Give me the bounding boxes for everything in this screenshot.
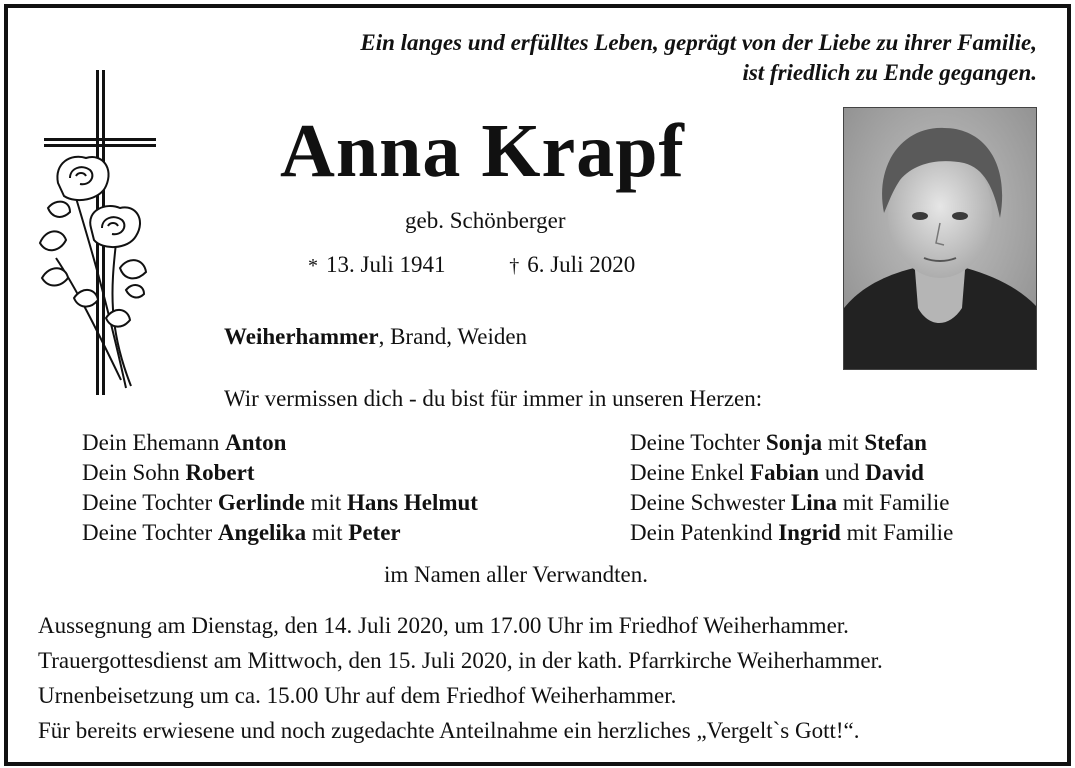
deceased-name: Anna Krapf <box>280 109 685 193</box>
portrait-photo <box>843 107 1037 370</box>
death-date-group <box>509 252 635 277</box>
motto <box>360 28 1037 88</box>
info-line-service: Trauergottesdienst am Mittwoch, den 15. Juli 2020, in der kath. Pfarrkirche Weiherhammer. <box>38 648 883 673</box>
info-line-thanks: Für bereits erwiesene und noch zugedachte Anteilnahme ein herzliches „Vergelt`s Gott!“. <box>38 718 860 743</box>
on-behalf-line: im Namen aller Verwandten. <box>384 562 648 587</box>
mourner-line: Deine Schwester Lina mit Familie <box>630 490 950 515</box>
mourners-right-list <box>630 428 953 548</box>
mourner-line: Dein Ehemann Anton <box>82 430 287 455</box>
motto-line-1: Ein langes und erfülltes Leben, geprägt von der Liebe zu ihrer Familie, <box>360 30 1037 55</box>
miss-line: Wir vermissen dich - du bist für immer in unseren Herzen: <box>224 386 763 411</box>
death-dagger-icon: † <box>509 255 520 277</box>
mourner-line: Dein Patenkind Ingrid mit Familie <box>630 520 954 545</box>
maiden-name: geb. Schönberger <box>405 208 566 233</box>
places-line <box>224 324 527 350</box>
mourners-left-list <box>82 428 478 548</box>
ceremony-info <box>38 608 883 748</box>
mourner-line: Deine Tochter Sonja mit Stefan <box>630 430 927 455</box>
mourner-line: Deine Tochter Gerlinde mit Hans Helmut <box>82 490 478 515</box>
place-rest: , Brand, Weiden <box>378 324 528 349</box>
life-dates <box>308 252 635 278</box>
mourner-line: Deine Enkel Fabian und David <box>630 460 924 485</box>
birth-date-group <box>308 252 451 277</box>
birth-star-icon: * <box>308 255 318 277</box>
mourner-line: Deine Tochter Angelika mit Peter <box>82 520 401 545</box>
info-line-blessing: Aussegnung am Dienstag, den 14. Juli 2020, um 17.00 Uhr im Friedhof Weiherhammer. <box>38 613 849 638</box>
motto-line-2: ist friedlich zu Ende gegangen. <box>742 60 1037 85</box>
birth-date: 13. Juli 1941 <box>326 252 446 277</box>
place-main: Weiherhammer <box>224 324 379 349</box>
cross-with-roses-icon <box>36 68 161 398</box>
mourner-line: Dein Sohn Robert <box>82 460 255 485</box>
info-line-urn-burial: Urnenbeisetzung um ca. 15.00 Uhr auf dem Friedhof Weiherhammer. <box>38 683 677 708</box>
death-date: 6. Juli 2020 <box>527 252 636 277</box>
